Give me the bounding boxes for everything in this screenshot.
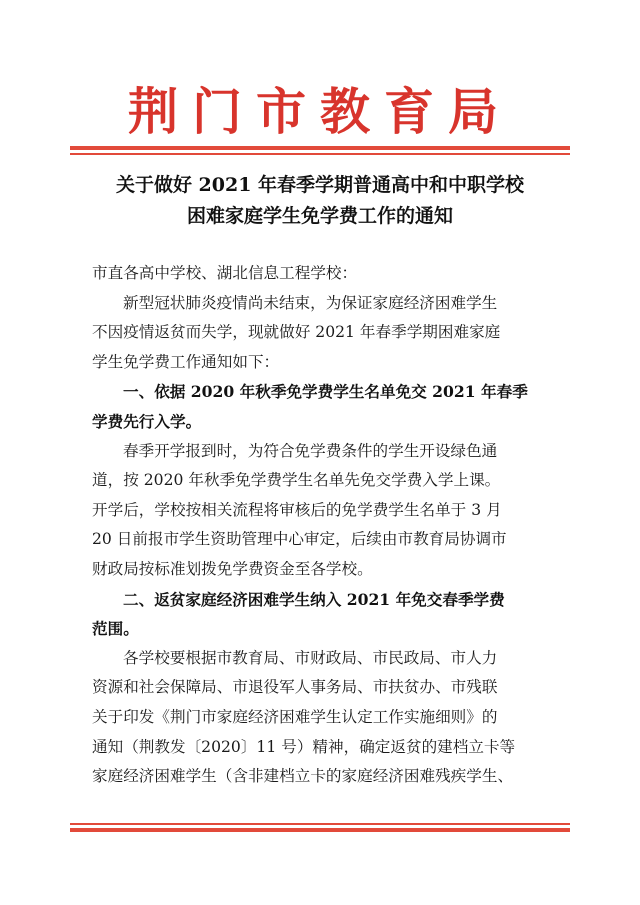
intro-paragraph-line: 新型冠状肺炎疫情尚未结束，为保证家庭经济困难学生 [123,293,498,312]
section2-heading-line: 二、返贫家庭经济困难学生纳入 2021 年免交春季学费 [123,589,505,609]
section2-body-line: 关于印发《荆门市家庭经济困难学生认定工作实施细则》的 [92,707,498,726]
footer-red-rule-thin [70,823,570,825]
header-red-rule-thin [70,153,570,155]
document-title [0,170,640,232]
section1-body-line: 20 日前报市学生资助管理中心审定，后续由市教育局协调市 [92,530,507,549]
section2-body-line: 通知（荆教发〔2020〕11 号）精神，确定返贫的建档立卡等 [92,737,516,756]
section1-heading-line: 一、依据 2020 年秋季免学费学生名单免交 2021 年春季 [123,382,528,402]
section2-body-line: 家庭经济困难学生（含非建档立卡的家庭经济困难残疾学生、 [92,767,514,786]
section1-body-line: 春季开学报到时，为符合免学费条件的学生开设绿色通 [123,441,498,460]
document-body [92,259,562,792]
title-line: 困难家庭学生免学费工作的通知 [186,205,453,227]
footer-red-rule-thick [70,828,570,832]
section2-body-line: 资源和社会保障局、市退役军人事务局、市扶贫办、市残联 [92,678,498,697]
header-red-rule-thick [70,146,570,150]
section2-body-line: 各学校要根据市教育局、市财政局、市民政局、市人力 [123,648,498,667]
intro-paragraph-line: 学生免学费工作通知如下： [92,352,280,371]
intro-paragraph-line: 不因疫情返贫而失学，现就做好 2021 年春季学期困难家庭 [92,323,501,342]
section2-heading-line: 范围。 [92,619,139,639]
section1-body-line: 开学后，学校按相关流程将审核后的免学费学生名单于 3 月 [92,500,502,519]
title-line: 关于做好 2021 年春季学期普通高中和中职学校 [115,174,525,196]
section1-body-line: 财政局按标准划拨免学费资金至各学校。 [92,559,373,578]
salutation: 市直各高中学校、湖北信息工程学校： [92,264,358,282]
section1-body-line: 道，按 2020 年秋季免学费学生名单先免交学费入学上课。 [92,471,501,490]
masthead-issuer: 荆门市教育局 [128,82,512,141]
section1-heading-line: 学费先行入学。 [92,411,202,431]
